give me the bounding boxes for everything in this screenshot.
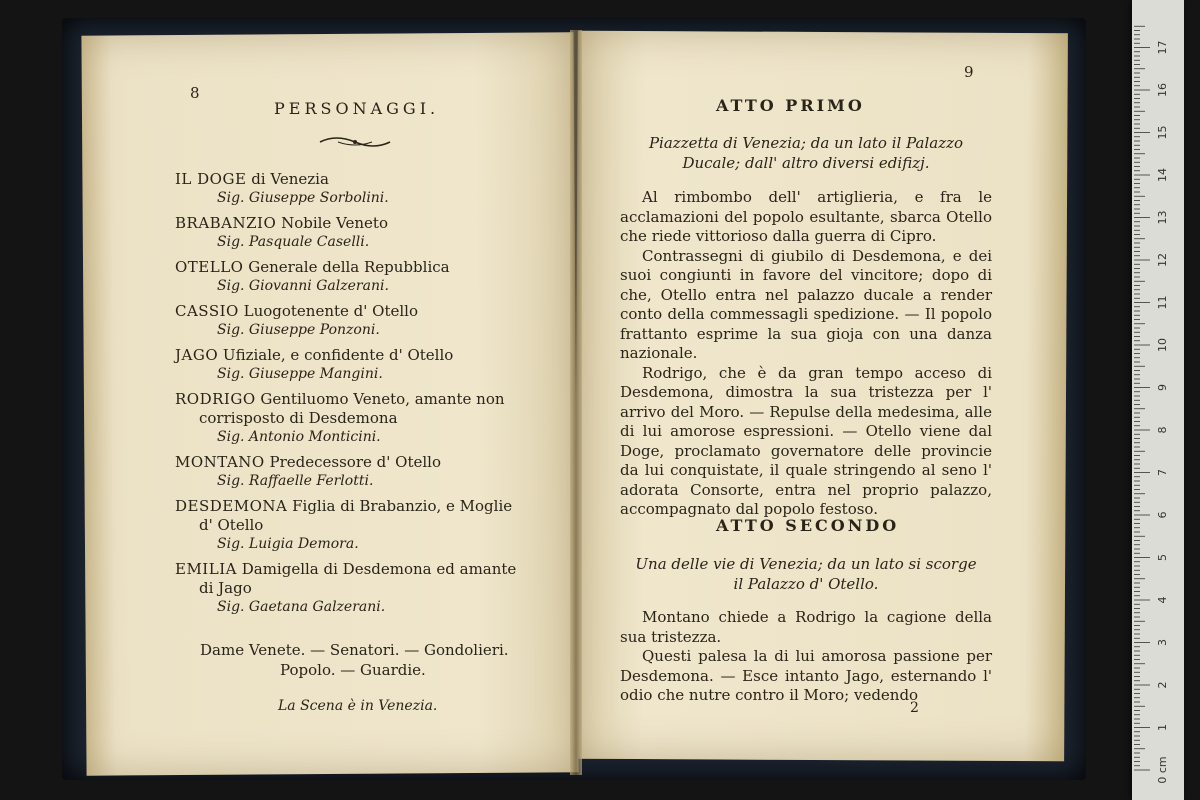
actor-name: Sig. Gaetana Galzerani.	[217, 599, 386, 615]
actor-name: Sig. Giuseppe Sorbolini.	[217, 190, 389, 206]
character-description: Luogotenente d' Otello	[243, 302, 418, 320]
character-description: Gentiluomo Veneto, amante non	[260, 390, 505, 408]
act-two-setting	[620, 554, 992, 594]
character-name: RODRIGO	[175, 390, 256, 408]
cast-entry	[175, 497, 555, 554]
ruler-label: 8	[1156, 426, 1169, 434]
paragraph: Montano chiede a Rodrigo la cagione della sua tristezza.	[620, 608, 992, 646]
paragraph: Al rimbombo dell' artiglieria, e fra le acclamazioni del popolo esultante, sbarca Otello che riede vittorioso dalla guerra di Cipro.	[620, 188, 992, 245]
character-description: Figlia di Brabanzio, e Moglie	[292, 497, 513, 515]
ruler-label: 6	[1156, 511, 1169, 519]
character-name: IL DOGE	[175, 170, 247, 188]
character-description: Ufiziale, e confidente d' Otello	[222, 346, 454, 364]
ruler-label: 3	[1156, 639, 1169, 646]
ruler-label: 1	[1156, 724, 1169, 731]
scene-note: La Scena è in Venezia.	[278, 698, 438, 714]
cast-entry	[175, 346, 555, 384]
character-name: MONTANO	[175, 453, 265, 471]
ruler-label: 10	[1156, 338, 1169, 352]
character-name: CASSIO	[175, 302, 239, 320]
character-description: Nobile Veneto	[281, 214, 388, 232]
act-two-text	[620, 608, 992, 706]
character-description-cont: corrisposto di Desdemona	[199, 409, 398, 427]
role-line	[175, 302, 555, 321]
cast-list	[175, 170, 555, 623]
ruler-label: 5	[1156, 554, 1169, 561]
extras-line: Dame Venete. — Senatori. — Gondolieri.	[200, 641, 509, 659]
book-gutter	[570, 30, 582, 775]
character-description: Generale della Repubblica	[248, 258, 450, 276]
character-description-cont: d' Otello	[199, 516, 264, 534]
right-page-number: 9	[964, 63, 974, 81]
ruler-label: 14	[1156, 168, 1169, 182]
role-line	[175, 258, 555, 277]
setting-line: il Palazzo d' Otello.	[733, 575, 879, 593]
ruler-label: 16	[1156, 83, 1169, 97]
role-line	[175, 170, 555, 189]
ruler-label: 17	[1156, 40, 1169, 55]
measuring-ruler	[1132, 0, 1184, 800]
actor-name: Sig. Pasquale Caselli.	[217, 234, 370, 250]
role-line	[175, 214, 555, 233]
ruler-label: 4	[1156, 596, 1169, 604]
act-one-text	[620, 188, 992, 520]
paragraph: Contrassegni di giubilo di Desdemona, e dei suoi congiunti in favore del vincitore; dopo di che, Otello entra nel palazzo ducale a render conto della commessagli spedizione. — Il popolo frattanto esprime la sua gioja con una danza nazionale.	[620, 246, 992, 362]
act-one-setting	[620, 133, 992, 173]
setting-line: Una delle vie di Venezia; da un lato si scorge	[635, 555, 977, 573]
character-name: OTELLO	[175, 258, 244, 276]
actor-name: Sig. Luigia Demora.	[217, 536, 359, 552]
cast-entry	[175, 170, 555, 208]
ruler-label: 7	[1156, 469, 1169, 476]
ruler-label: 12	[1156, 253, 1169, 267]
extras-list	[200, 640, 550, 680]
act-two-title: ATTO SECONDO	[716, 516, 900, 535]
character-name: BRABANZIO	[175, 214, 277, 232]
cast-entry	[175, 258, 555, 296]
character-description: di Venezia	[251, 170, 329, 188]
cast-entry	[175, 390, 555, 447]
cast-entry	[175, 302, 555, 340]
actor-name: Sig. Giuseppe Ponzoni.	[217, 322, 380, 338]
left-page-number: 8	[190, 84, 200, 102]
ruler-label: 15	[1156, 125, 1169, 140]
act-one-title: ATTO PRIMO	[716, 96, 865, 115]
ruler-label: 2	[1156, 681, 1169, 689]
character-name: JAGO	[175, 346, 219, 364]
actor-name: Sig. Antonio Monticini.	[217, 429, 381, 445]
character-description: Predecessore d' Otello	[269, 453, 441, 471]
actor-name: Sig. Giovanni Galzerani.	[217, 278, 389, 294]
role-line	[175, 560, 555, 579]
cast-entry	[175, 453, 555, 491]
ruler-label: 9	[1156, 384, 1169, 391]
actor-name: Sig. Giuseppe Mangini.	[217, 366, 383, 382]
character-name: DESDEMONA	[175, 497, 288, 515]
character-description-cont: di Jago	[199, 579, 252, 597]
ruler-label: 0 cm	[1156, 756, 1169, 784]
ruler-label: 11	[1156, 295, 1169, 310]
role-line	[175, 453, 555, 472]
ornament-flourish	[318, 132, 392, 152]
signature-mark: 2	[910, 700, 919, 716]
character-description: Damigella di Desdemona ed amante	[241, 560, 517, 578]
cast-entry	[175, 214, 555, 252]
ruler-label: 13	[1156, 210, 1169, 225]
actor-name: Sig. Raffaelle Ferlotti.	[217, 473, 374, 489]
paragraph: Rodrigo, che è da gran tempo acceso di Desdemona, dimostra la sua tristezza per l' arrivo del Moro. — Repulse della medesima, alle di lui amorose espressioni. — Otello viene dal Doge, proclamato governatore delle provincie da lui conquistate, il quale stringendo al seno l' adorata Consorte, entra nel proprio palazzo, accompagnato dal popolo festoso.	[620, 363, 992, 518]
extras-line: Popolo. — Guardie.	[280, 661, 426, 679]
paragraph: Questi palesa la di lui amorosa passione per Desdemona. — Esce intanto Jago, esternando l' odio che nutre contro il Moro; vedendo	[620, 647, 992, 704]
role-line	[175, 497, 555, 516]
role-line	[175, 346, 555, 365]
cast-heading: PERSONAGGI.	[274, 99, 440, 118]
setting-line: Ducale; dall' altro diversi edifizj.	[682, 154, 930, 172]
setting-line: Piazzetta di Venezia; da un lato il Palazzo	[648, 134, 964, 152]
ruler-scale	[1132, 0, 1184, 800]
character-name: EMILIA	[175, 560, 237, 578]
cast-entry	[175, 560, 555, 617]
role-line	[175, 390, 555, 409]
